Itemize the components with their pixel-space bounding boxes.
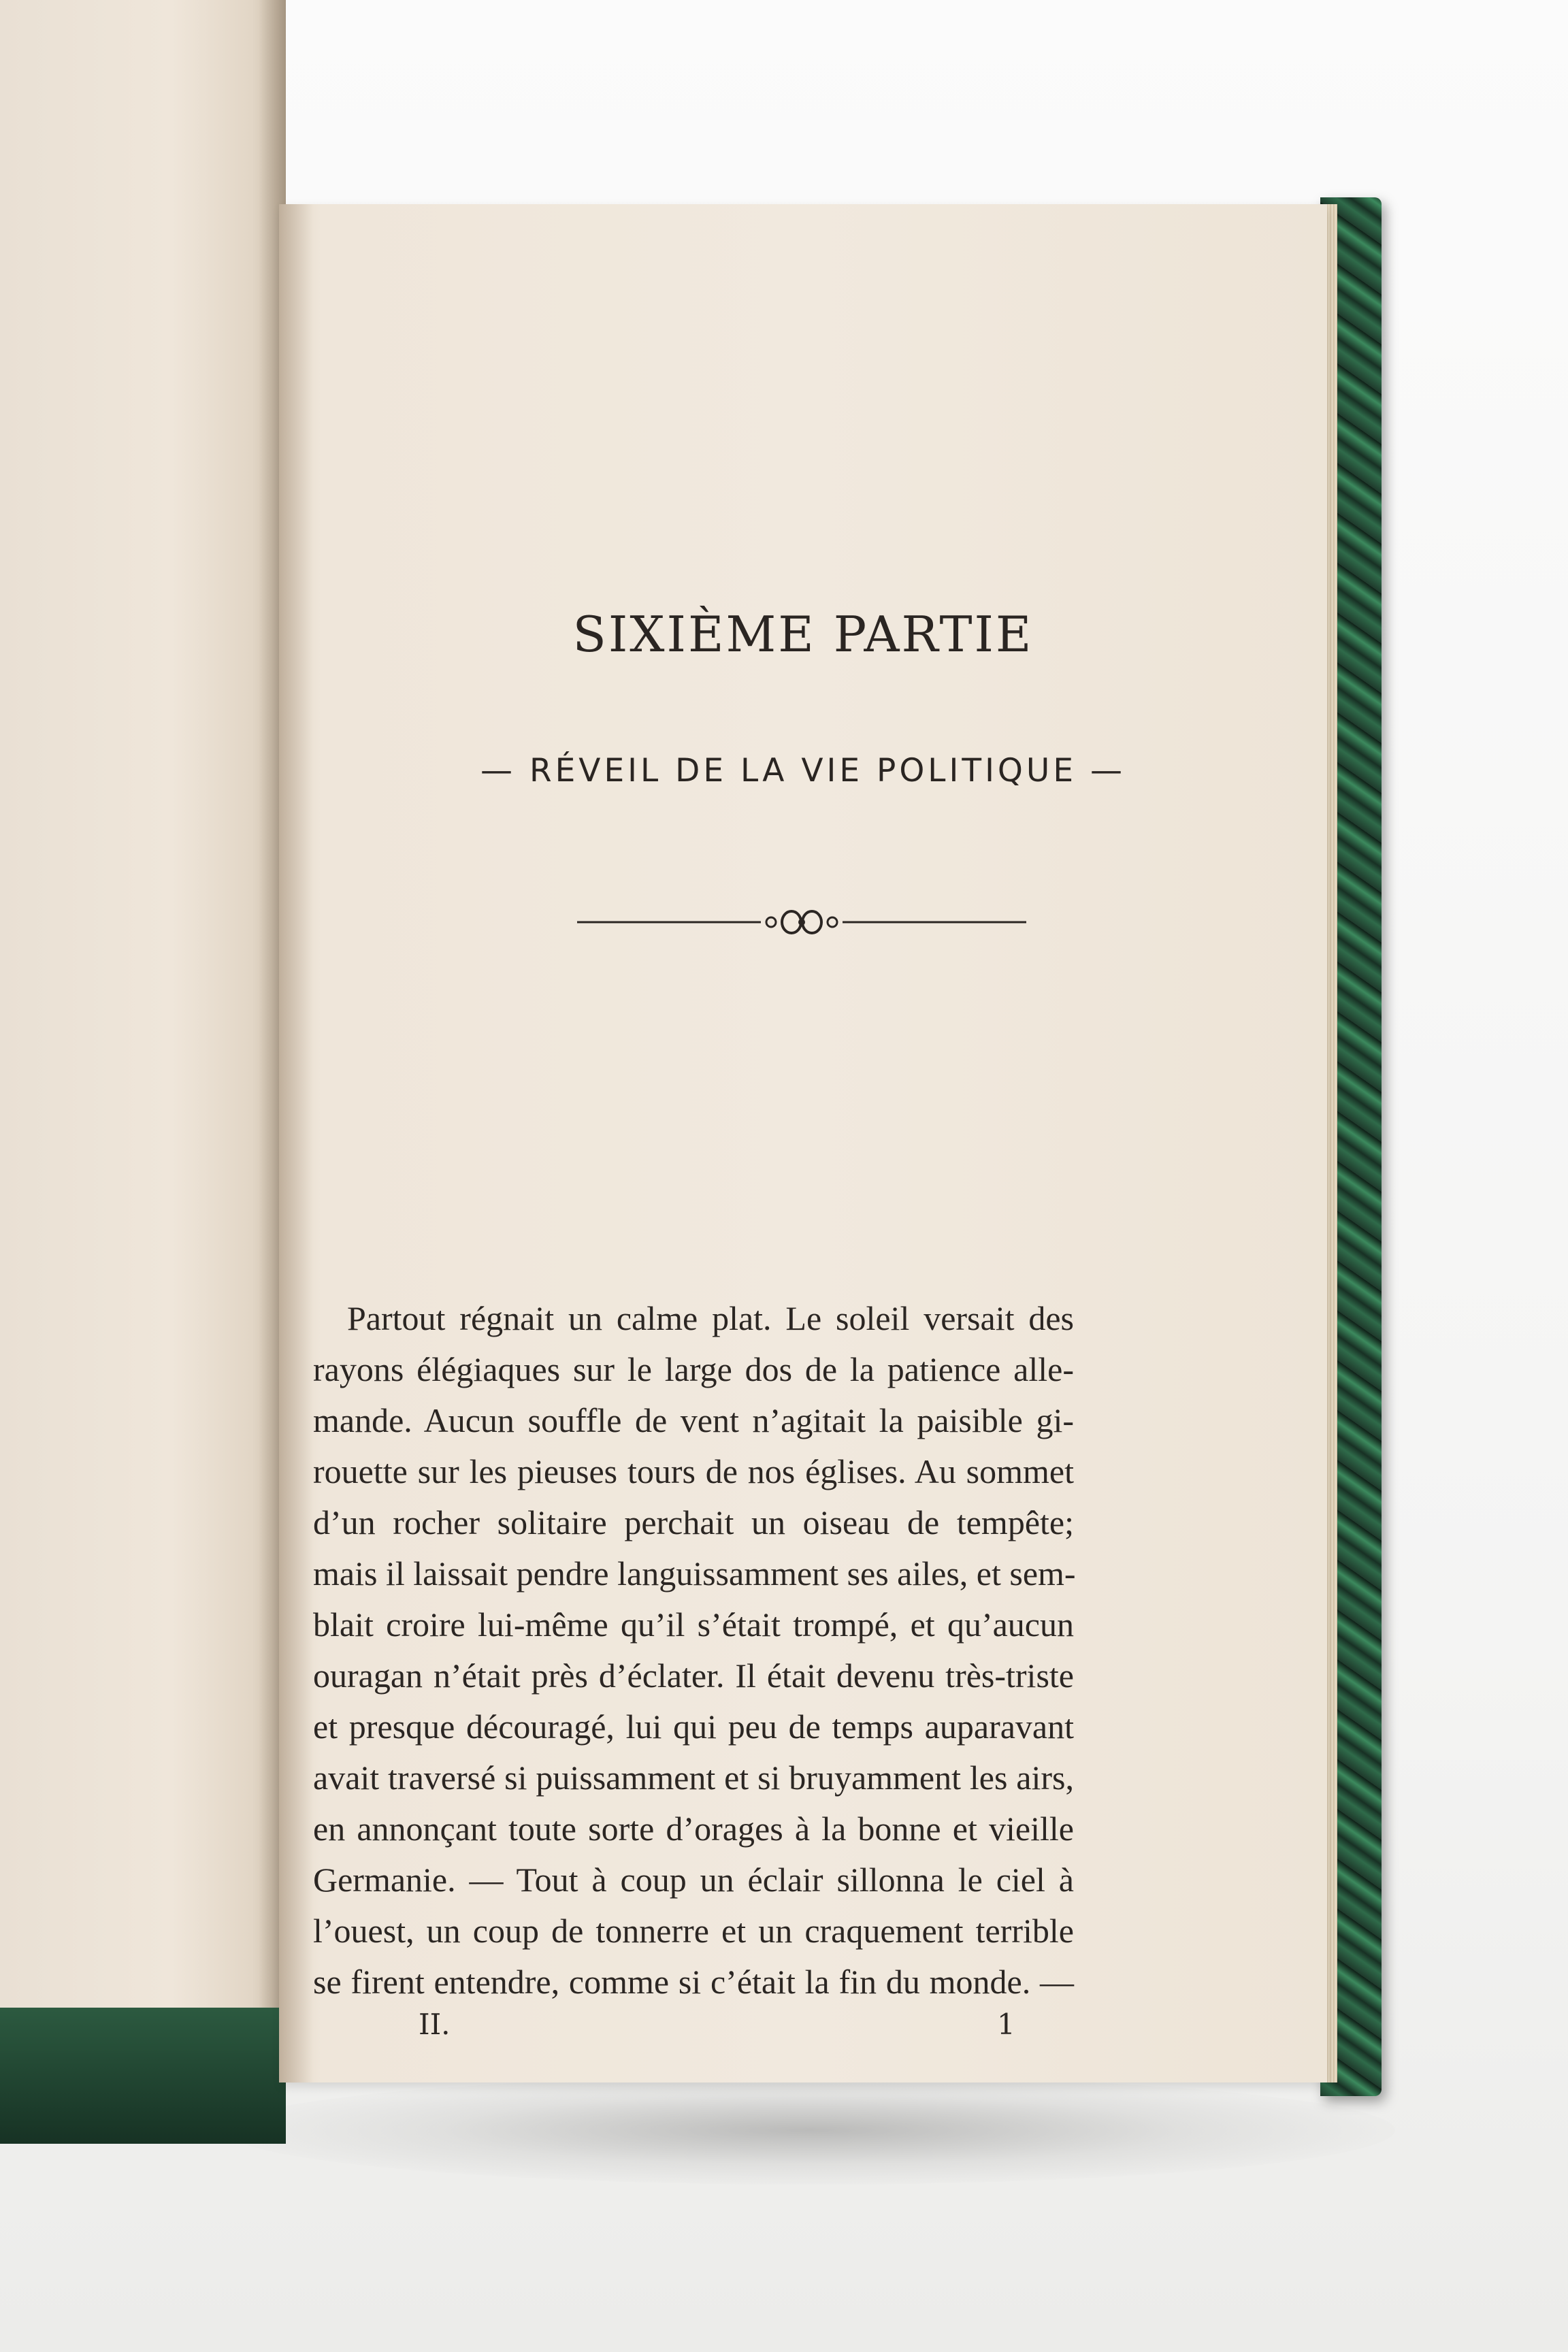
left-page xyxy=(0,0,286,2123)
body-line: mais il laissait pendre languissamment ses ailes, et sem- xyxy=(313,1554,1076,1592)
body-line: se firent entendre, comme si c’était la fin du monde. — xyxy=(313,1963,1074,2001)
signature-mark: II. xyxy=(419,2008,451,2041)
body-paragraph xyxy=(313,1293,1074,2008)
body-line: ouragan n’était près d’éclater. Il était devenu très-triste xyxy=(313,1656,1074,1695)
book-shadow xyxy=(225,2076,1395,2185)
part-title: SIXIÈME PARTIE xyxy=(572,606,1034,663)
body-line: rayons élégiaques sur le large dos de la patience alle- xyxy=(313,1350,1074,1388)
right-page xyxy=(279,204,1327,2082)
body-line: et presque découragé, lui qui peu de temps auparavant xyxy=(313,1708,1074,1746)
body-line: mande. Aucun souffle de vent n’agitait la paisible gi- xyxy=(313,1401,1074,1439)
body-line: blait croire lui-même qu’il s’était trompé, et qu’aucun xyxy=(313,1605,1074,1644)
body-line: en annonçant toute sorte d’orages à la bonne et vieille xyxy=(313,1810,1074,1848)
ornament-divider xyxy=(577,905,1026,939)
body-line: d’un rocher solitaire perchait un oiseau de tempête; xyxy=(313,1503,1074,1541)
body-line: Partout régnait un calme plat. Le soleil versait des xyxy=(347,1299,1074,1337)
body-line: rouette sur les pieuses tours de nos églises. Au sommet xyxy=(313,1452,1074,1490)
body-line: avait traversé si puissamment et si bruyamment les airs, xyxy=(313,1759,1074,1797)
part-subtitle: — RÉVEIL DE LA VIE POLITIQUE — xyxy=(480,752,1126,789)
signature-number: 1 xyxy=(997,2008,1015,2041)
body-line: Germanie. — Tout à coup un éclair sillonna le ciel à xyxy=(313,1861,1074,1899)
body-line: l’ouest, un coup de tonnerre et un craquement terrible xyxy=(313,1912,1074,1950)
left-cover-edge xyxy=(0,2008,286,2144)
